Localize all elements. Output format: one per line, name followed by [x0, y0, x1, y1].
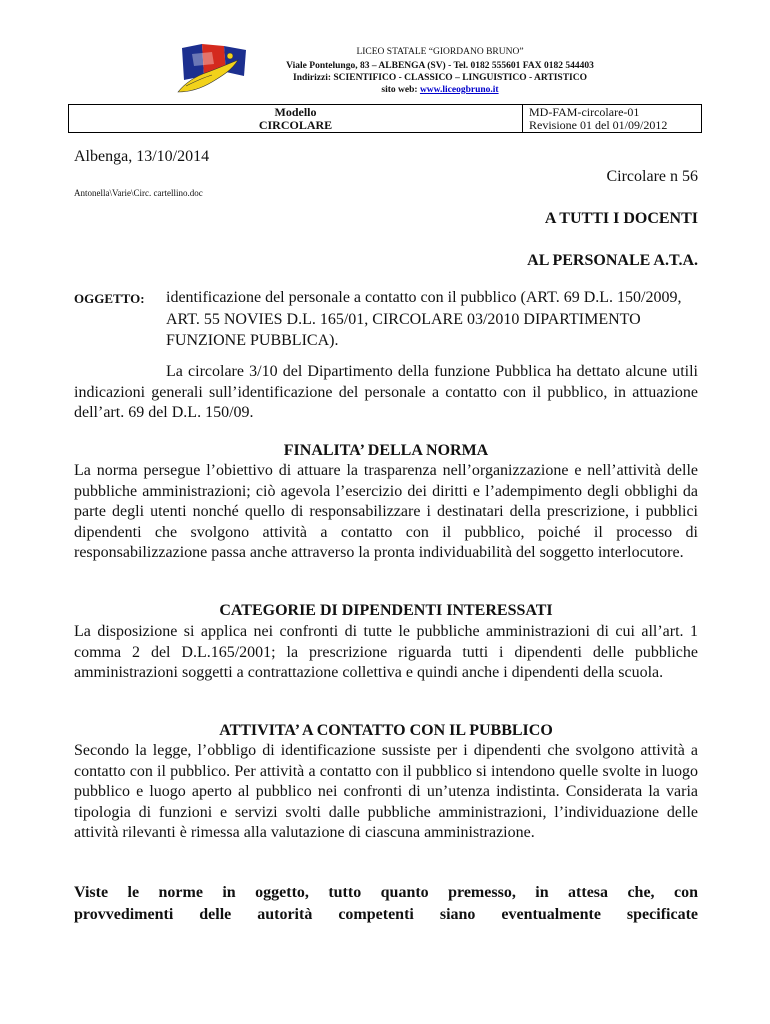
model-revision: Revisione 01 del 01/09/2012: [529, 118, 668, 132]
closing-line-2: provvedimenti delle autorità competenti siano eventualmente specificate: [74, 906, 698, 923]
school-name: LICEO STATALE “GIORDANO BRUNO”: [356, 47, 524, 57]
model-box: [68, 104, 702, 133]
section-title-finalita: FINALITA’ DELLA NORMA: [283, 442, 489, 459]
model-info: [529, 106, 667, 132]
website-label: sito web:: [381, 85, 418, 95]
document-date: Albenga, 13/10/2014: [74, 148, 210, 165]
recipient-ata: AL PERSONALE A.T.A.: [527, 252, 698, 269]
school-indirizzi: Indirizzi: SCIENTIFICO - CLASSICO – LINGUISTICO - ARTISTICO: [293, 73, 587, 83]
intro-paragraph: La circolare 3/10 del Dipartimento della funzione Pubblica ha dettato alcune utili indicazioni generali sull’identificazione del personale a contatto con il pubblico, in attuazione dell’art. 69 del D.L. 150/09.: [74, 363, 698, 421]
section-title-attivita: ATTIVITA’ A CONTATTO CON IL PUBBLICO: [219, 722, 553, 739]
closing-line-1: Viste le norme in oggetto, tutto quanto premesso, in attesa che, con: [74, 884, 698, 901]
model-label: [69, 105, 523, 132]
model-code: MD-FAM-circolare-01: [529, 105, 640, 119]
section-body-finalita: La norma persegue l’obiettivo di attuare la trasparenza nell’organizzazione e nell’attività delle pubbliche amministrazioni; ciò agevola l’esercizio dei diritti e l’adempimento degli obblighi da parte degli utenti nonché quello di responsabilizzare i destinatari della prescrizione, i pubblici dipendenti che svolgono attività a contatto con il pubblico, poiché il processo di responsabilizzazione passa anche attraverso la pronta individuabilità del soggetto interlocutore.: [74, 462, 698, 561]
subject-text: identificazione del personale a contatto con il pubblico (ART. 69 D.L. 150/2009, ART. 55 NOVIES D.L. 165/01, CIRCOLARE 03/2010 DIPARTIMENTO FUNZIONE PUBBLICA).: [166, 289, 682, 349]
website-link[interactable]: www.liceogbruno.it: [419, 85, 499, 95]
section-body-attivita: Secondo la legge, l’obbligo di identificazione sussiste per i dipendenti che svolgono attività a contatto con il pubblico. Per attività a contatto con il pubblico si intendono quelle svolte in luogo pubblico e luogo aperto al pubblico nei confronti di un’utenza indistinta. Considerata la varia tipologia di funzioni e servizi svolti dalle pubbliche amministrazioni, l’individuazione delle attività rilevanti è rimessa alla valutazione di ciascuna amministrazione.: [74, 742, 698, 841]
school-address: Viale Pontelungo, 83 – ALBENGA (SV) - Tel. 0182 555601 FAX 0182 544403: [286, 61, 594, 71]
file-path: Antonella\Varie\Circ. cartellino.doc: [74, 188, 203, 198]
school-website: [255, 84, 625, 96]
school-logo: [172, 42, 258, 100]
section-title-categorie: CATEGORIE DI DIPENDENTI INTERESSATI: [219, 602, 553, 619]
model-label-line2: CIRCOLARE: [258, 118, 333, 132]
recipient-docenti: A TUTTI I DOCENTI: [544, 210, 698, 227]
circular-number: Circolare n 56: [606, 168, 698, 185]
section-body-categorie: La disposizione si applica nei confronti di tutte le pubbliche amministrazioni di cui all’art. 1 comma 2 del D.L.165/2001; la prescrizione riguarda tutti i dipendenti delle pubbliche amministrazioni soggetti a contrattazione collettiva e quindi anche i dipendenti della scuola.: [74, 623, 698, 681]
subject-label: OGGETTO:: [74, 291, 145, 306]
model-label-line1: Modello: [274, 105, 317, 119]
